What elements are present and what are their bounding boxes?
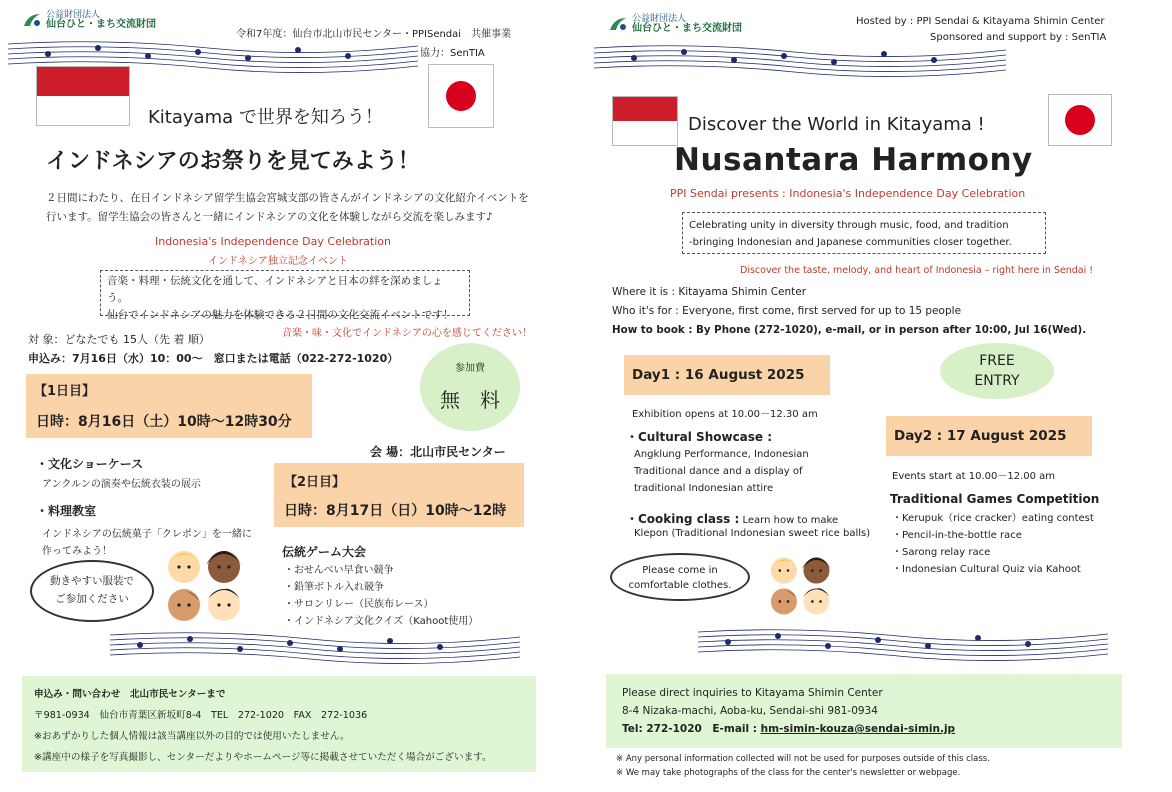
games-item: ・Pencil-in-the-bottle race <box>892 530 1022 541</box>
mission-line-1: Celebrating unity in diversity through music, food, and tradition <box>689 220 1009 231</box>
clothing-bubble <box>30 560 154 622</box>
day2-label: Day2 : 17 August 2025 <box>886 416 1092 456</box>
games-item: ・Indonesian Cultural Quiz via Kahoot <box>892 564 1081 575</box>
foundation-logo <box>608 14 742 34</box>
footer-note-2: ※講座中の様子を写真撮影し、センターだよりやホームページ等に掲載させていただく場合がございます。 <box>34 752 492 763</box>
bubble-line-2: ご参加ください <box>55 593 129 605</box>
footer-note-1: ※おあずかりした個人情報は該当講座以外の目的では使用いたしません。 <box>34 731 350 742</box>
bubble-line-1: 動きやすい服装で <box>50 575 134 587</box>
free-line-1: FREE <box>979 353 1015 369</box>
summary-line-2: 仙台でインドネシアの魅力を体験できる２日間の文化交流イベントです！ <box>107 309 454 321</box>
cultural-line: Traditional dance and a display of <box>634 466 803 477</box>
red-callout: Discover the taste, melody, and heart of Indonesia – right here in Sendai ! <box>740 265 1094 276</box>
footer-contact-line <box>622 720 1106 738</box>
red-callout: 音楽・味・文化でインドネシアの心を感じてください！ <box>282 328 532 339</box>
japan-flag <box>428 64 494 128</box>
bubble-line-1: Please come in <box>642 565 718 576</box>
children-illustration-icon <box>162 545 248 627</box>
target-line: 対 象：どなたでも 15人（先 着 順） <box>28 333 210 346</box>
logo-name: 仙台ひと・まち交流財団 <box>46 19 156 30</box>
mission-line-2: -bringing Indonesian and Japanese communities closer together. <box>689 237 1012 248</box>
contact-footer <box>22 676 536 772</box>
fee-value: 無 料 <box>440 388 500 412</box>
cooking-heading: ・Cooking class : <box>626 512 740 526</box>
games-item: ・鉛筆ボトル入れ競争 <box>284 582 384 593</box>
japan-flag <box>1048 94 1112 146</box>
bubble-line-2: comfortable clothes. <box>628 580 732 591</box>
games-list <box>892 510 1094 578</box>
privacy-note: ※ Any personal information collected will not be used for purposes outside of this class. <box>616 754 990 764</box>
venue-line: 会 場：北山市民センター <box>370 445 506 459</box>
games-item: ・Sarong relay race <box>892 547 991 558</box>
summary-line-1: 音楽・料理・伝統文化を通して、インドネシアと日本の絆を深めましょう。 <box>107 275 443 304</box>
foundation-logo <box>22 10 156 30</box>
games-heading: Traditional Games Competition <box>890 492 1100 506</box>
where-line: Where it is : Kitayama Shimin Center <box>612 286 807 298</box>
cohost-line: 令和7年度：仙台市北山市民センター・PPISendai 共催事業 <box>236 29 512 40</box>
games-item: ・インドネシア文化クイズ（Kahoot使用） <box>284 616 479 627</box>
culture-heading: ・文化ショーケース <box>36 457 144 471</box>
day1-label: 【1日目】 <box>34 384 96 399</box>
day1-box <box>26 374 312 438</box>
sponsored-line: Sponsored and support by : SenTIA <box>930 32 1107 43</box>
title-big: Nusantara Harmony <box>674 142 1033 178</box>
event-english-title: Indonesia's Independence Day Celebration <box>155 235 391 248</box>
english-flyer-page <box>586 0 1172 792</box>
contact-footer <box>606 674 1122 748</box>
logo-small-text: 公益財団法人 <box>632 14 687 24</box>
photo-note: ※ We may take photographs of the class for the center's newsletter or webpage. <box>616 768 961 778</box>
intro-line-1: ２日間にわたり、在日インドネシア留学生協会宮城支部の皆さんがインドネシアの文化紹介イベントを <box>46 192 529 204</box>
culture-description: アンクルンの演奏や伝統衣装の展示 <box>42 479 201 490</box>
cooking-section <box>626 510 838 527</box>
how-line: How to book : By Phone (272-1020), e-mail, or in person after 10:00, Jul 16(Wed). <box>612 324 1087 336</box>
cooking-description-2: 作ってみよう！ <box>42 546 112 557</box>
foundation-logo-icon <box>22 12 42 28</box>
day2-box <box>274 463 524 527</box>
intro-line-2: 行います。留学生協会の皆さんと一緒にインドネシアの文化を体験しながら交流を楽しみます♪ <box>46 211 493 223</box>
games-item: ・おせんべい早食い競争 <box>284 565 394 576</box>
cultural-line: Angklung Performance, Indonesian <box>634 449 809 460</box>
email-link[interactable]: hm-simin-kouza@sendai-simin.jp <box>760 723 956 735</box>
fee-circle <box>420 343 520 431</box>
day2-time: Events start at 10.00－12.00 am <box>892 471 1056 482</box>
mission-box <box>682 212 1046 254</box>
day1-time: Exhibition opens at 10.00－12.30 am <box>632 409 818 420</box>
music-staff-decoration <box>698 622 1108 662</box>
day1-label: Day1 : 16 August 2025 <box>624 355 830 395</box>
cultural-description <box>634 446 809 497</box>
cooking-description-1: インドネシアの伝統菓子「クレポン」を一緒に <box>42 529 252 540</box>
free-entry-badge <box>940 343 1054 399</box>
day2-date: 日時：8月17日（日）10時～12時 <box>284 503 507 519</box>
children-illustration-icon <box>766 551 836 621</box>
music-staff-decoration <box>110 625 520 665</box>
title-small: Kitayama で世界を知ろう！ <box>148 107 383 128</box>
footer-address: 8-4 Nizaka-machi, Aoba-ku, Sendai-shi 981-0934 <box>622 705 878 717</box>
title-small: Discover the World in Kitayama ! <box>688 114 985 135</box>
indonesia-flag <box>36 66 130 126</box>
cooking-description-2: Klepon (Traditional Indonesian sweet rice balls) <box>634 528 871 539</box>
event-summary-box <box>100 270 470 321</box>
cultural-heading: ・Cultural Showcase : <box>626 430 773 444</box>
cooperation-line: 協力：SenTIA <box>420 48 485 59</box>
footer-address: 〒981-0934 仙台市青葉区新坂町8-4 TEL 272-1020 FAX 272-1036 <box>34 710 368 721</box>
day2-label: 【2日目】 <box>284 475 346 490</box>
title-big: インドネシアのお祭りを見てみよう！ <box>46 149 420 174</box>
games-item: ・サロンリレー（民族布レース） <box>284 599 434 610</box>
day1-date: 日時：8月16日（土）10時～12時30分 <box>36 414 292 430</box>
logo-name: 仙台ひと・まち交流財団 <box>632 23 742 34</box>
cooking-heading: ・料理教室 <box>36 504 97 518</box>
who-line: Who it's for : Everyone, first come, first served for up to 15 people <box>612 305 962 317</box>
subtitle: PPI Sendai presents : Indonesia's Independence Day Celebration <box>670 187 1026 200</box>
clothing-bubble <box>610 553 750 601</box>
footer-tel: Tel: 272-1020 E-mail : <box>622 723 757 735</box>
fee-label: 参加費 <box>455 363 485 374</box>
free-line-2: ENTRY <box>974 373 1020 389</box>
cooking-description-1: Learn how to make <box>742 515 839 526</box>
logo-small-text: 公益財団法人 <box>46 10 101 20</box>
hosted-line: Hosted by : PPI Sendai & Kitayama Shimin Center <box>856 16 1105 27</box>
games-heading: 伝統ゲーム大会 <box>282 545 367 559</box>
footer-title: Please direct inquiries to Kitayama Shimin Center <box>622 687 883 699</box>
games-item: ・Kerupuk（rice cracker）eating contest <box>892 513 1094 524</box>
event-japanese-title: インドネシア独立記念イベント <box>208 256 348 267</box>
cultural-line: traditional Indonesian attire <box>634 483 774 494</box>
games-list <box>284 562 524 630</box>
apply-line: 申込み：7月16日（水）10：00～ 窓口または電話（022-272-1020） <box>28 352 399 365</box>
footer-title: 申込み・問い合わせ 北山市民センターまで <box>34 689 226 700</box>
music-staff-decoration <box>594 40 1006 80</box>
foundation-logo-icon <box>608 16 628 32</box>
indonesia-flag <box>612 96 678 146</box>
